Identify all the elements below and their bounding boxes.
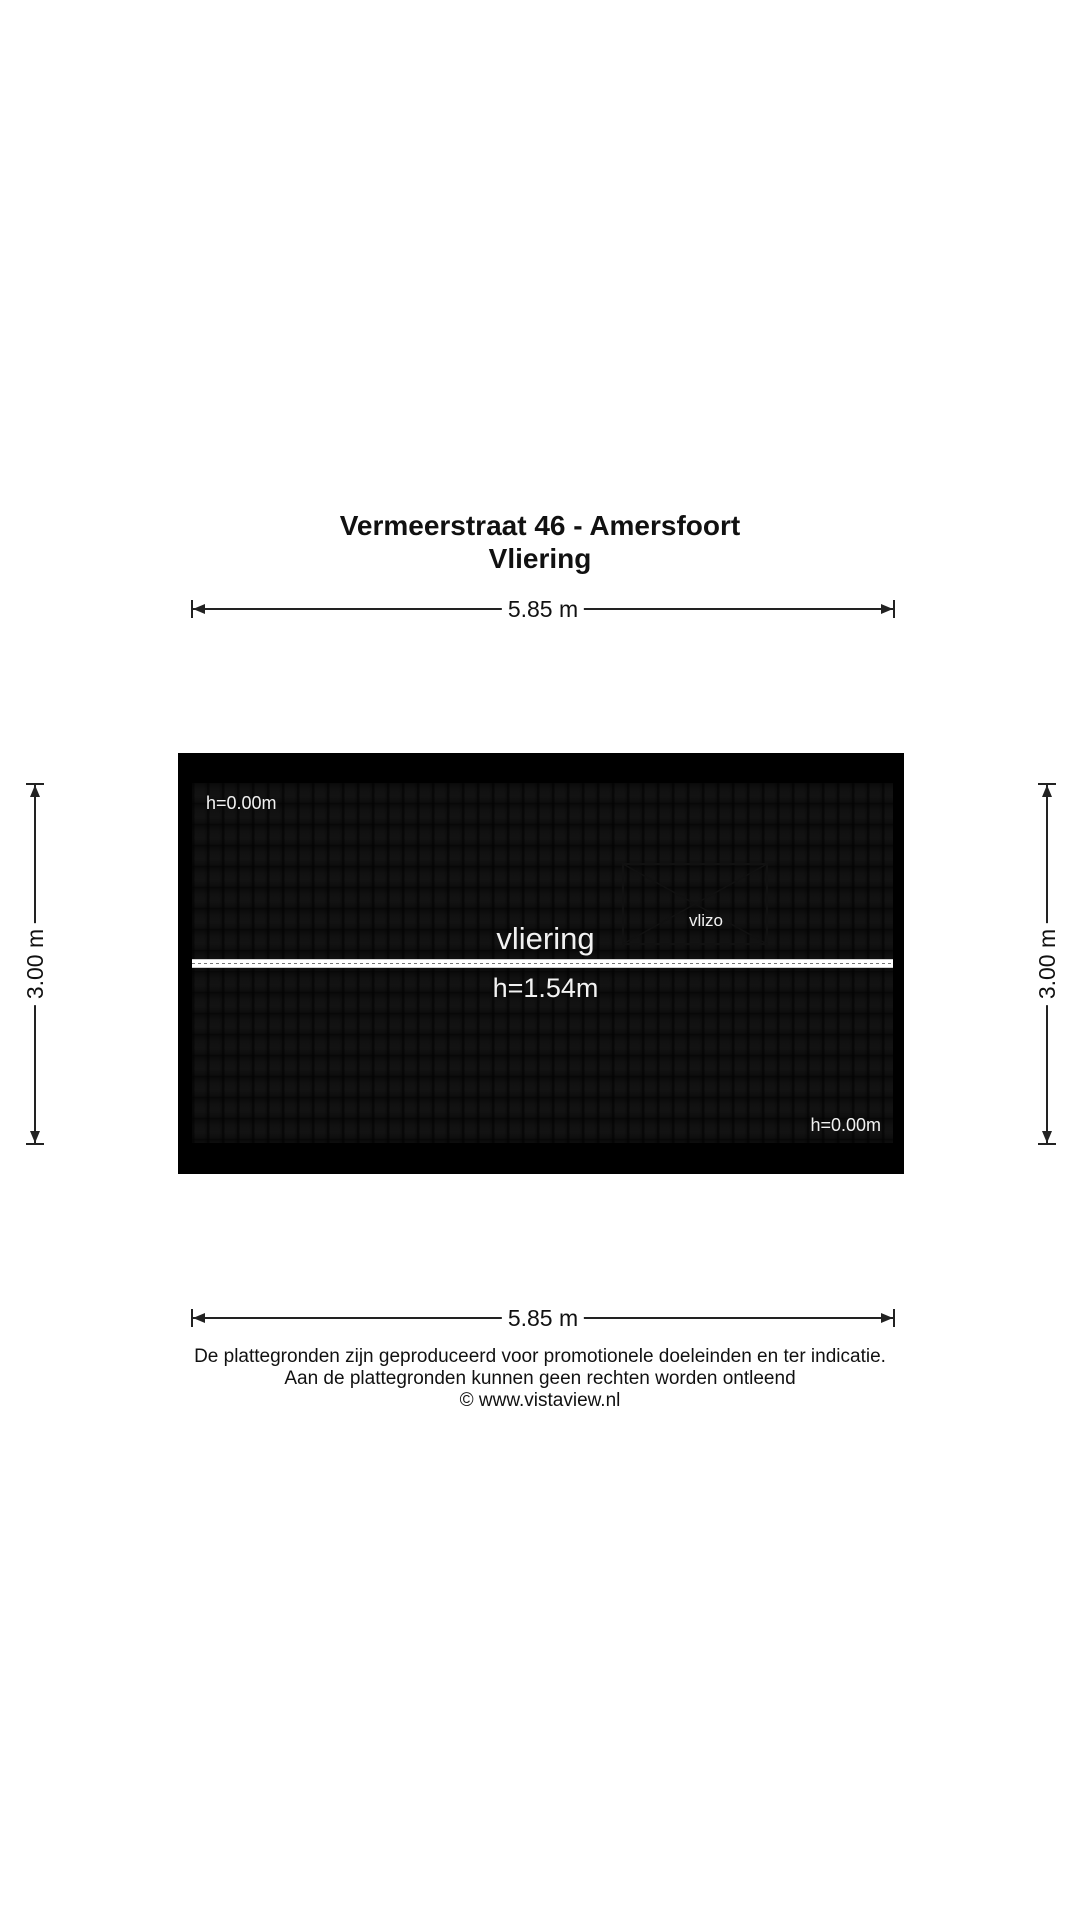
dimension-label: 5.85 m <box>502 1303 584 1333</box>
dimension-tick-bottom <box>1038 1143 1056 1145</box>
hatch-label: vlizo <box>689 911 724 930</box>
disclaimer-line-2: Aan de plattegronden kunnen geen rechten worden ontleend <box>284 1368 796 1389</box>
plan-title-address: Vermeerstraat 46 - Amersfoort <box>339 510 741 541</box>
room-name: vliering <box>496 921 595 956</box>
disclaimer-copyright: © www.vistaview.nl <box>459 1390 621 1411</box>
arrow-up-icon <box>30 785 40 797</box>
dimension-label: 5.85 m <box>502 594 584 624</box>
dimension-tick-right <box>893 600 895 618</box>
disclaimer-line-1: De plattegronden zijn geproduceerd voor promotionele doeleinden en ter indicatie. <box>194 1346 886 1367</box>
arrow-left-icon <box>193 1313 205 1323</box>
room-height: h=1.54m <box>492 973 599 1003</box>
dimension-label: 3.00 m <box>1032 923 1062 1005</box>
roof-ridge-line <box>192 959 893 968</box>
dimension-tick-bottom <box>26 1143 44 1145</box>
dimension-label: 3.00 m <box>20 923 50 1005</box>
arrow-down-icon <box>30 1131 40 1143</box>
dimension-width-bottom <box>191 1303 895 1333</box>
floorplan-outline <box>178 753 904 1174</box>
roof-tile-area <box>192 783 893 1143</box>
dimension-tick-right <box>893 1309 895 1327</box>
arrow-right-icon <box>881 1313 893 1323</box>
arrow-left-icon <box>193 604 205 614</box>
edge-height-bottom-right: h=0.00m <box>810 1115 881 1135</box>
dimension-width-top <box>191 594 895 624</box>
arrow-down-icon <box>1042 1131 1052 1143</box>
arrow-right-icon <box>881 604 893 614</box>
edge-height-top-left: h=0.00m <box>206 793 277 813</box>
plan-title-floor: Vliering <box>488 543 592 574</box>
arrow-up-icon <box>1042 785 1052 797</box>
dimension-depth-right <box>1032 783 1062 1145</box>
dimension-depth-left <box>20 783 50 1145</box>
